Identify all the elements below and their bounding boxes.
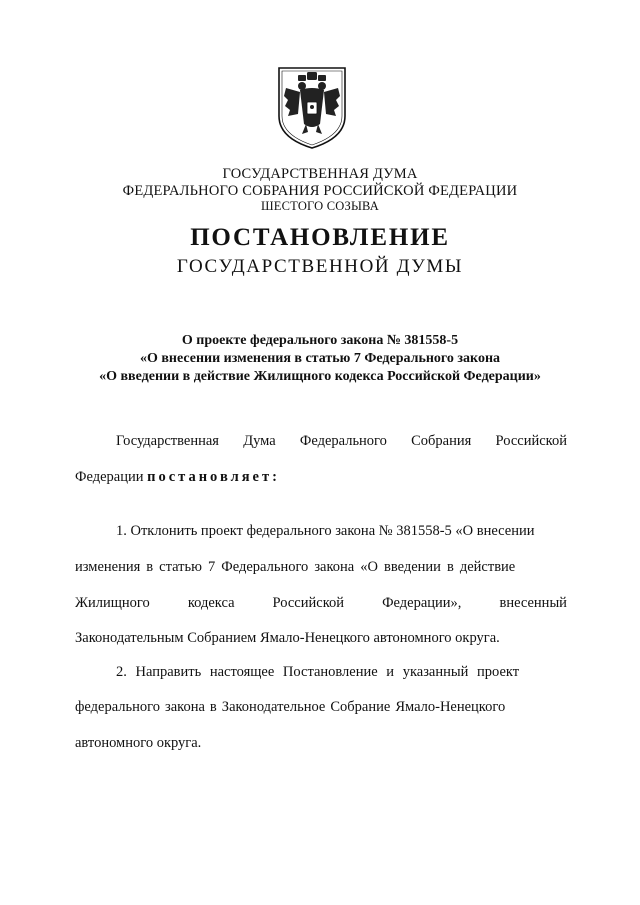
preamble-word: Собрания — [411, 433, 472, 449]
document-title: ПОСТАНОВЛЕНИЕ — [190, 224, 450, 251]
item1-line-1: 1. Отклонить проект федерального закона № 381558-5 «О внесении — [116, 523, 535, 539]
document-subtitle: ГОСУДАРСТВЕННОЙ ДУМЫ — [176, 256, 464, 277]
item2-line-1: 2. Направить настоящее Постановление и указанный проект — [116, 664, 520, 680]
preamble-resolves: постановляет: — [147, 469, 280, 485]
item1-word: Жилищного — [75, 595, 150, 611]
coat-of-arms-emblem — [276, 66, 348, 150]
item1-line-2: изменения в статью 7 Федерального закона «О введении в действие — [75, 559, 516, 575]
item1-word: Федерации», — [382, 595, 462, 611]
header-line-duma: ГОСУДАРСТВЕННАЯ ДУМА — [222, 166, 418, 182]
preamble-word: Федерального — [299, 433, 387, 449]
item1-word: Российской — [272, 595, 345, 611]
item1-line-3 — [75, 595, 567, 612]
item1-line-4: Законодательным Собранием Ямало-Ненецкого автономного округа. — [75, 630, 500, 646]
bill-title-line-2: «О внесении изменения в статью 7 Федерального закона — [139, 351, 501, 366]
bill-title-line-3: «О введении в действие Жилищного кодекса Российской Федерации» — [99, 369, 541, 384]
item1-word: кодекса — [187, 595, 235, 611]
preamble-word: Дума — [243, 433, 276, 449]
item1-word: внесенный — [499, 595, 567, 611]
preamble-word: Российской — [495, 433, 567, 449]
item2-line-3: автономного округа. — [75, 735, 202, 751]
preamble-federation: Федерации — [75, 469, 144, 485]
header-line-convocation: ШЕСТОГО СОЗЫВА — [260, 199, 380, 213]
bill-title-line-1: О проекте федерального закона № 381558-5 — [181, 333, 459, 348]
item2-line-2: федерального закона в Законодательное Собрание Ямало-Ненецкого — [75, 699, 506, 715]
header-line-federal-assembly: ФЕДЕРАЛЬНОГО СОБРАНИЯ РОССИЙСКОЙ ФЕДЕРАЦИИ — [122, 183, 518, 199]
preamble-word: Государственная — [116, 433, 219, 449]
preamble-line-1 — [116, 433, 567, 450]
preamble-line-2 — [75, 469, 567, 486]
